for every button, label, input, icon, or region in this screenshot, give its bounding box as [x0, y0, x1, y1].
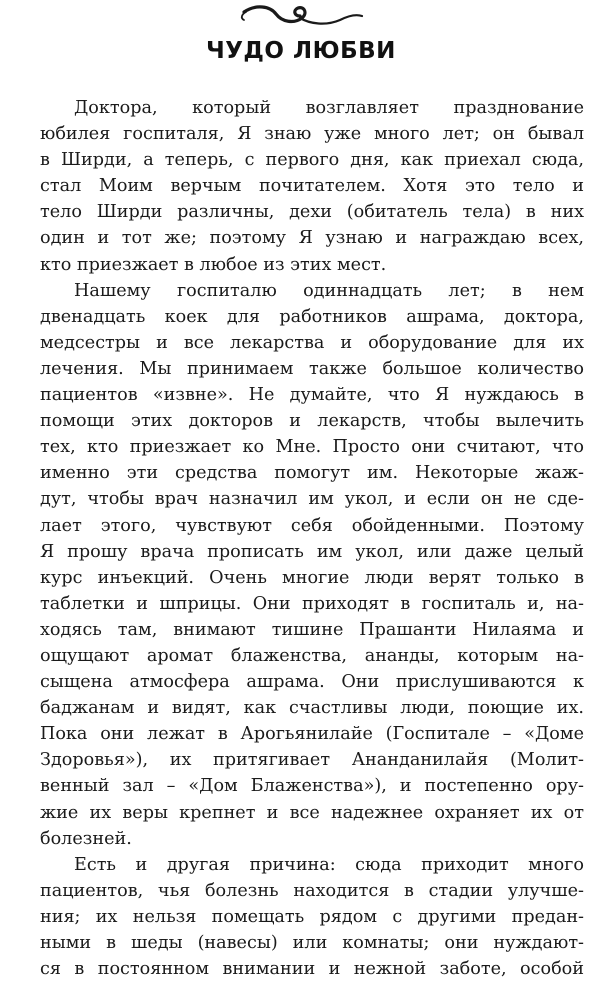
text-line: стал Моим верчым почитателем. Хотя это тело и	[40, 176, 584, 197]
text-line: жие их веры крепнет и все надежнее охраняет их от	[40, 802, 584, 823]
text-line: Есть и другая причина: сюда приходит много	[74, 854, 584, 875]
text-line: Пока они лежат в Арогьянилайе (Госпитале – «Доме	[40, 724, 584, 745]
text-line: тех, кто приезжает ко Мне. Просто они считают, что	[40, 437, 584, 458]
text-line: пациентов, чья болезнь находится в стадии улучше-	[40, 880, 584, 901]
text-line: двенадцать коек для работников ашрама, доктора,	[40, 306, 584, 327]
text-line: медсестры и все лекарства и оборудование для их	[40, 332, 584, 353]
chapter-title: ЧУДО ЛЮБВИ	[206, 38, 396, 64]
text-line: лечения. Мы принимаем также большое количество	[40, 358, 584, 379]
text-line: курс инъекций. Очень многие люди верят только в	[40, 567, 584, 588]
flourish-ornament-icon	[236, 2, 366, 32]
text-line: ния; их нельзя помещать рядом с другими предан-	[40, 906, 584, 927]
text-line: кто приезжает в любое из этих мест.	[40, 254, 387, 275]
text-line: дут, чтобы врач назначил им укол, и если он не сде-	[40, 489, 584, 510]
text-line: ся в постоянном внимании и нежной заботе, особой	[40, 959, 584, 980]
paragraph-1	[40, 95, 584, 278]
text-line: лает этого, чувствуют себя обойденными. Поэтому	[40, 515, 584, 536]
text-line: именно эти средства помогут им. Некоторые жаж-	[40, 463, 584, 484]
text-line: ными в шеды (навесы) или комнаты; они нуждают-	[40, 933, 584, 953]
text-line: ходясь там, внимают тишине Прашанти Нилаяма и	[40, 619, 584, 640]
text-line: Здоровья»), их притягивает Ананданилайя (Молит-	[40, 750, 584, 771]
text-line: помощи этих докторов и лекарств, чтобы вылечить	[40, 411, 584, 432]
text-line: один и тот же; поэтому Я узнаю и награждаю всех,	[40, 228, 584, 249]
text-line: тело Ширди различны, дехи (обитатель тела) в них	[40, 202, 584, 223]
text-line: пациентов «извне». Не думайте, что Я нуждаюсь в	[40, 385, 584, 406]
text-line: ощущают аромат блаженства, ананды, которым на-	[40, 645, 584, 666]
text-line: Я прошу врача прописать им укол, или даже целый	[40, 541, 584, 562]
body-text	[40, 95, 584, 982]
paragraph-3	[40, 852, 584, 982]
text-line: баджанам и видят, как счастливы люди, поющие их.	[40, 698, 584, 719]
text-line: таблетки и шприцы. Они приходят в госпиталь и, на-	[40, 593, 584, 614]
text-line: в Ширди, а теперь, с первого дня, как приехал сюда,	[40, 150, 584, 171]
text-line: Нашему госпиталю одиннадцать лет; в нем	[74, 280, 584, 301]
text-line: болезней.	[40, 828, 132, 849]
text-line: сыщена атмосфера ашрама. Они прислушиваются к	[40, 672, 584, 693]
text-line: венный зал – «Дом Блаженства»), и постепенно ору-	[40, 776, 584, 797]
text-line: Доктора, который возглавляет празднование	[74, 98, 584, 118]
text-line: юбилея госпиталя, Я знаю уже много лет; он бывал	[40, 124, 584, 145]
paragraph-2	[40, 278, 584, 852]
